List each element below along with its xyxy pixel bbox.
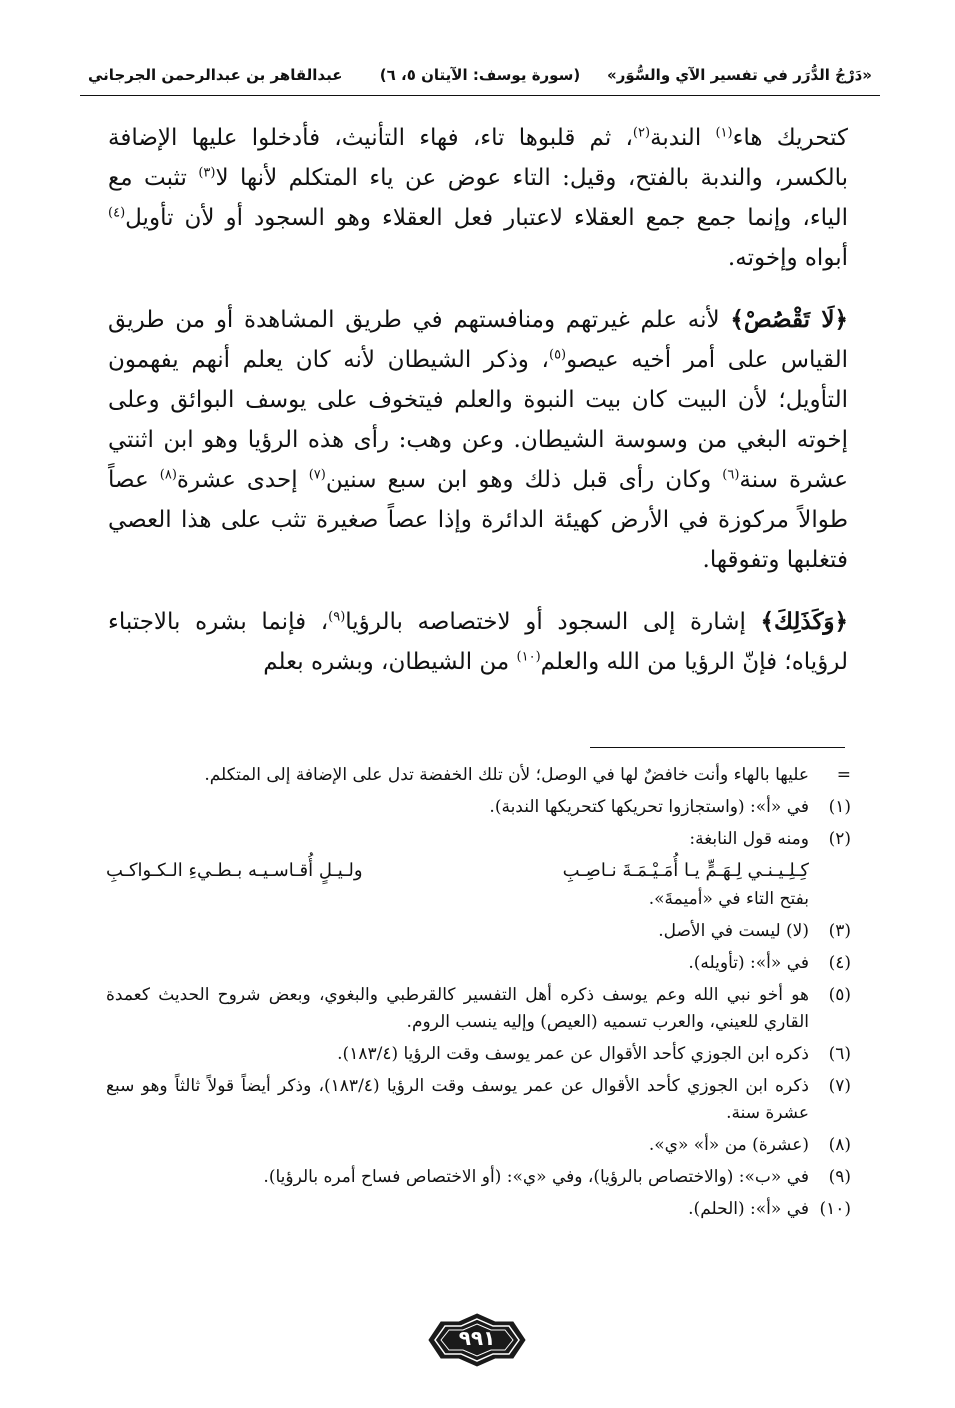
footnote-1: (١) في «أ»: (واستجازوا تحريكها كتحريكها الندبة). (106, 794, 851, 821)
paragraph-1: كتحريك هاء$^{(١)}$ الندبة$^{(٢)}$، ثم قلبوها تاء، فهاء التأنيث، فأدخلوا عليها الإضافة بالكسر، والندبة بالفتح، وقيل: التاء عوض عن ياء المتكلم لأنها لا$^{(٣)}$ تثبت مع الياء، وإنما جمع جمع العقلاء لاعتبار فعل العقلاء وهو السجود أو لأن تأويل$^{(٤)}$ أبواه وإخوته. (108, 125, 848, 271)
footnote-number: (٢) (828, 829, 851, 849)
footnote-3: (٣) (لا) ليست في الأصل. (106, 918, 851, 945)
footnote-ref-9: (٩) (328, 609, 346, 625)
footnote-number: (٤) (828, 953, 851, 973)
footnote-divider (590, 747, 845, 748)
header-divider (80, 95, 880, 96)
footnote-ref-5: (٥) (548, 347, 567, 363)
footnote-8: (٨) (عشرة) من «أ» «ي». (106, 1132, 851, 1159)
author-name: عبدالقاهر بن عبدالرحمن الجرجاني (88, 66, 343, 84)
footnote-2: (٢) ومنه قول النابغة: كِـلِـيـنـي لِـهَـمٍّ يـا أُمَـيْـمَـةَ نـاصِـبِ ولـيـلٍ أُقـاسـيـه بـطـيءِ الـكـواكـبِ بفتح التاء في «أميمةَ». (106, 826, 851, 913)
footnote-number: (٣) (828, 921, 851, 941)
footnote-number: (٦) (828, 1044, 851, 1064)
running-header (80, 62, 880, 92)
footnotes (106, 762, 851, 1228)
footnote-6: (٦) ذكره ابن الجوزي كأحد الأقوال عن عمر يوسف وقت الرؤيا (١٨٣/٤). (106, 1041, 851, 1068)
footnote-number: (٩) (828, 1167, 851, 1187)
footnote-ref-6: (٦) (722, 467, 740, 483)
quran-phrase: ﴿وَكَذَلِكَ﴾ (760, 608, 848, 635)
footnote-ref-8: (٨) (159, 467, 177, 483)
footnote-number: (٨) (828, 1135, 851, 1155)
poetry-verse (106, 857, 809, 884)
footnote-7: (٧) ذكره ابن الجوزي كأحد الأقوال عن عمر يوسف وقت الرؤيا (١٨٣/٤)، وذكر أيضاً قولاً ثالثاً وهو سبع عشرة سنة. (106, 1073, 851, 1127)
chapter-label: (سورة يوسف: الآيتان ٥، ٦) (379, 66, 581, 84)
quran-phrase: ﴿لَا تَقْصُصْ﴾ (730, 306, 848, 333)
footnote-5: (٥) هو أخو نبي الله وعم يوسف ذكره أهل التفسير كالقرطبي والبغوي، وبعض شروح الحديث كعمدة القاري للعيني، والعرب تسميه (العيص) وإليه ينسب الروم. (106, 982, 851, 1036)
page-number: ٩٩١ (458, 1326, 496, 1350)
footnote-ref-4: (٤) (108, 205, 126, 221)
footnote-ref-7: (٧) (308, 467, 326, 483)
footnote-continuation: = عليها بالهاء وأنت خافضٌ لها في الوصل؛ لأن تلك الخفضة تدل على الإضافة إلى المتكلم. (106, 762, 851, 789)
footnote-4: (٤) في «أ»: (تأويله). (106, 950, 851, 977)
footnote-ref-2: (٢) (632, 125, 651, 141)
footnote-number: (١٠) (819, 1199, 851, 1219)
verse-hemistich-1: كِـلِـيـنـي لِـهَـمٍّ يـا أُمَـيْـمَـةَ نـاصِـبِ (562, 860, 809, 881)
continuation-mark: = (836, 765, 851, 785)
footnote-number: (٧) (828, 1076, 851, 1096)
page-number-ornament (427, 1312, 527, 1368)
footnote-ref-1: (١) (715, 125, 733, 141)
main-text (108, 118, 848, 704)
footnote-ref-10: (١٠) (516, 649, 541, 665)
footnote-ref-3: (٣) (198, 165, 216, 181)
footnote-number: (٥) (828, 985, 851, 1005)
verse-hemistich-2: ولـيـلٍ أُقـاسـيـه بـطـيءِ الـكـواكـبِ (106, 860, 363, 881)
verse-note: بفتح التاء في «أميمةَ». (648, 889, 809, 909)
footnote-10: (١٠) في «أ»: (الحلم). (106, 1196, 851, 1223)
book-title: «دَرْجُ الدُّرَر في تفسير الآي والسُّوَر» (607, 66, 872, 84)
footnote-9: (٩) في «ب»: (والاختصاص بالرؤيا)، وفي «ي»: (أو الاختصاص فساح أمره بالرؤيا). (106, 1164, 851, 1191)
footnote-number: (١) (828, 797, 851, 817)
paragraph-2: ﴿لَا تَقْصُصْ﴾ لأنه علم غيرتهم ومنافستهم في طريق المشاهدة أو من طريق القياس على أمر أخيه عيصو$^{(٥)}$، وذكر الشيطان لأنه كان يعلم أنهم يفهمون التأويل؛ لأن البيت كان بيت النبوة والعلم فيتخوف على يوسف البوائق وعلى إخوته البغي من وسوسة الشيطان. وعن وهب: رأى هذه الرؤيا وهو ابن اثنتي عشرة سنة$^{(٦)}$ وكان رأى قبل ذلك وهو ابن سبع سنين$^{(٧)}$ إحدى عشرة$^{(٨)}$ عصاً طوالاً مركوزة في الأرض كهيئة الدائرة وإذا عصاً صغيرة تثب على هذا العصي فتغلبها وتفوقها. (108, 306, 849, 573)
paragraph-3: ﴿وَكَذَلِكَ﴾ إشارة إلى السجود أو لاختصاصه بالرؤيا$^{(٩)}$، فإنما بشره بالاجتباء لرؤياه؛ فإنّ الرؤيا من الله والعلم$^{(١٠)}$ من الشيطان، وبشره بعلم (108, 608, 848, 675)
